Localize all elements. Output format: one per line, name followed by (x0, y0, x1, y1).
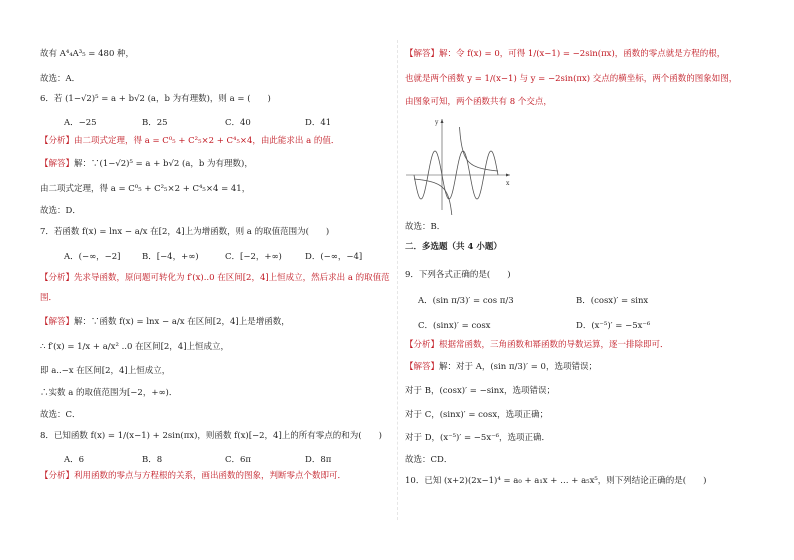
analysis-tag: 【分析】 (40, 273, 75, 283)
solution-text: 解：∵(1−√2)⁵ = a + b√2 (a，b 为有理数)， (74, 159, 253, 169)
analysis-line (40, 136, 339, 147)
analysis-text: 由二项式定理，得 a = C⁰₅ + C²₅×2 + C⁴₅×4，由此能求出 a 的值． (74, 136, 340, 146)
option-d: D．8π (305, 455, 332, 465)
analysis-line (405, 340, 669, 351)
option-b: B．25 (142, 118, 168, 128)
analysis-line (40, 471, 346, 482)
solution-tag: 【解答】 (405, 49, 440, 59)
option-a: A．(−∞，−2] (64, 252, 121, 262)
analysis-tag: 【分析】 (405, 340, 440, 350)
solution-line (405, 49, 725, 60)
analysis-text: 先求导函数，原问题可转化为 f′(x)..0 在区间[2，4]上恒成立，然后求出 a 的取值范 (74, 273, 390, 283)
answer-line: 故选：A． (40, 74, 81, 84)
analysis-text: 根据常函数，三角函数和幂函数的导数运算，逐一排除即可． (439, 340, 669, 350)
solution-line (40, 317, 290, 328)
analysis-tag: 【分析】 (40, 136, 75, 146)
option-a: A．6 (64, 455, 85, 465)
analysis-tag: 【分析】 (40, 471, 75, 481)
solution-line: 也就是两个函数 y = 1/(x−1) 与 y = −2sin(πx) 交点的横坐标，两个函数的图象如图， (405, 74, 738, 84)
solution-line: 由二项式定理，得 a = C⁰₅ + C²₅×2 + C⁴₅×4 = 41， (40, 184, 251, 194)
option-c: C．[−2，+∞) (225, 252, 282, 262)
question-6: 6．若 (1−√2)⁵ = a + b√2 (a，b 为有理数)，则 a = ( ) (40, 94, 271, 104)
section-heading: 二．多选题（共 4 小题） (405, 242, 502, 252)
solution-line: 对于 D，(x⁻⁵)′ = −5x⁻⁶，选项正确． (405, 433, 551, 443)
question-9: 9．下列各式正确的是( ) (405, 270, 511, 280)
analysis-line (40, 273, 390, 284)
text-line: 故有 A⁴₄A³₅ = 480 种， (40, 49, 135, 59)
answer-line: 故选：CD． (405, 455, 453, 465)
solution-line: ∴实数 a 的取值范围为[−2，+∞)． (40, 388, 178, 398)
option-d: D．(x⁻⁵)′ = −5x⁻⁶ (576, 321, 651, 331)
analysis-line: 围． (40, 293, 58, 303)
solution-tag: 【解答】 (405, 362, 440, 372)
solution-line: 由图象可知，两个函数共有 8 个交点， (405, 97, 552, 107)
solution-line (405, 362, 597, 373)
option-a: A．−25 (64, 118, 97, 128)
analysis-text: 利用函数的零点与方程根的关系，画出函数的图象，判断零点个数即可． (74, 471, 347, 481)
answer-line: 故选：D． (40, 206, 81, 216)
option-a: A．(sin π/3)′ = cos π/3 (418, 296, 514, 306)
solution-line: 对于 C，(sinx)′ = cosx，选项正确； (405, 410, 549, 420)
solution-line: 对于 B，(cosx)′ = −sinx，选项错误； (405, 386, 556, 396)
solution-text: 解：令 f(x) = 0，可得 1/(x−1) = −2sin(πx)，函数的零点就是方程的根， (439, 49, 726, 59)
hyperbola-left-branch (414, 179, 453, 215)
question-8: 8．已知函数 f(x) = 1/(x−1) + 2sin(πx)，则函数 f(x)[−2，4]上的所有零点的和为( ) (40, 431, 382, 441)
option-d: D．(−∞，−4] (305, 252, 363, 262)
column-divider (397, 40, 398, 520)
solution-text: 解：∵函数 f(x) = lnx − a/x 在区间[2，4]上是增函数， (74, 317, 290, 327)
option-b: B．[−4，+∞) (142, 252, 199, 262)
solution-tag: 【解答】 (40, 317, 75, 327)
solution-line: ∴ f′(x) = 1/x + a/x² ..0 在区间[2，4]上恒成立， (40, 342, 230, 352)
answer-line: 故选：C． (40, 410, 81, 420)
solution-line (40, 159, 253, 170)
option-d: D．41 (305, 118, 332, 128)
function-graph (402, 115, 514, 215)
option-c: C．40 (225, 118, 251, 128)
x-axis-label: x (506, 180, 510, 187)
option-b: B．8 (142, 455, 163, 465)
y-axis-label: y (435, 119, 439, 126)
question-10: 10．已知 (x+2)(2x−1)⁴ = a₀ + a₁x + … + a₅x⁵，则下列结论正确的是( ) (405, 476, 707, 486)
answer-line: 故选：B． (405, 222, 446, 232)
y-axis-arrow (441, 119, 444, 123)
hyperbola-right-branch (460, 127, 499, 171)
option-c: C．(sinx)′ = cosx (418, 321, 491, 331)
solution-text: 解：对于 A，(sin π/3)′ = 0，选项错误； (439, 362, 597, 372)
option-b: B．(cosx)′ = sinx (576, 296, 649, 306)
x-axis-arrow (506, 174, 510, 177)
solution-tag: 【解答】 (40, 159, 75, 169)
question-7: 7．若函数 f(x) = lnx − a/x 在[2，4]上为增函数，则 a 的取值范围为( ) (40, 227, 330, 237)
solution-line: 即 a..−x 在区间[2，4]上恒成立， (40, 366, 171, 376)
option-c: C．6π (225, 455, 251, 465)
